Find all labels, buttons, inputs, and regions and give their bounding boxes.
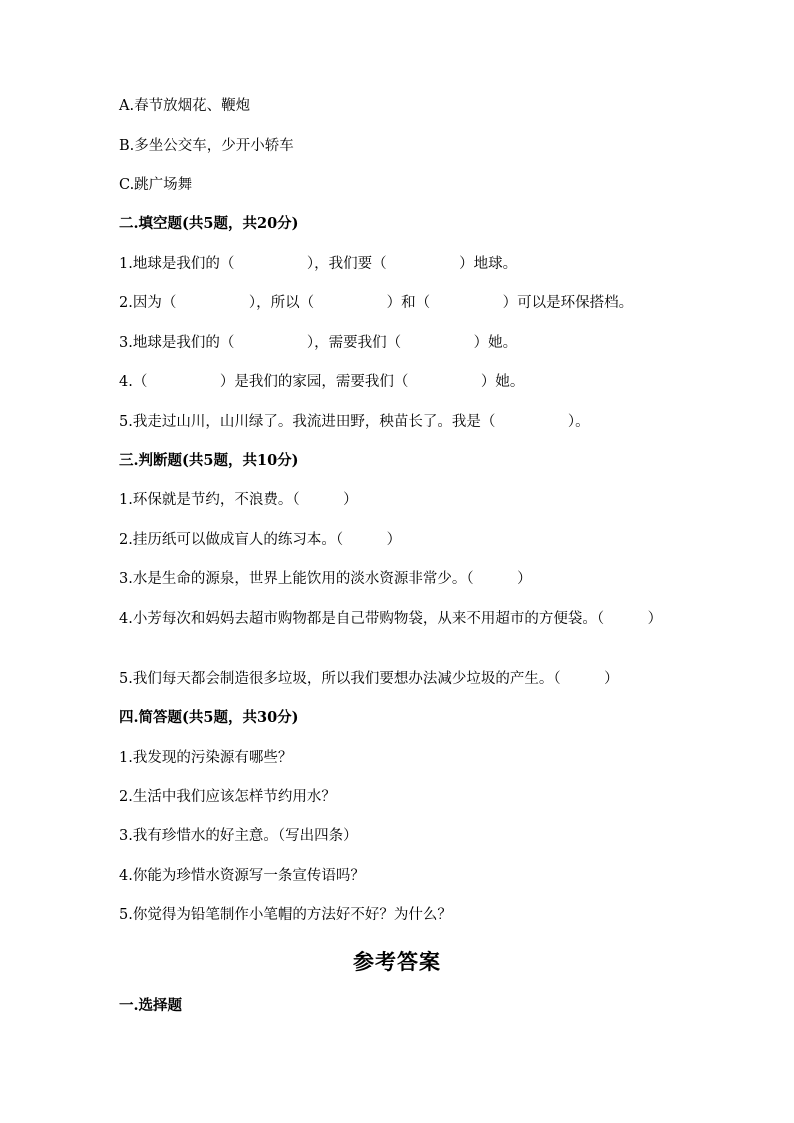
- answers-title: 参考答案: [353, 949, 441, 974]
- section-heading-short-answer: 四.简答题(共5题，共30分): [119, 709, 299, 726]
- short-answer-item-5: 5.你觉得为铅笔制作小笔帽的方法好不好？为什么？: [119, 907, 452, 923]
- true-false-item-4: 4.小芳每次和妈妈去超市购物都是自己带购物袋，从来不用超市的方便袋。（ ）: [119, 611, 663, 627]
- true-false-item-1: 1.环保就是节约，不浪费。（ ）: [119, 492, 358, 508]
- short-answer-item-4: 4.你能为珍惜水资源写一条宣传语吗？: [119, 868, 365, 884]
- short-answer-item-1: 1.我发现的污染源有哪些？: [119, 750, 293, 766]
- fill-blank-item-3: 3.地球是我们的（ ），需要我们（ ）她。: [119, 335, 518, 351]
- true-false-item-5: 5.我们每天都会制造很多垃圾，所以我们要想办法减少垃圾的产生。（ ）: [119, 671, 619, 687]
- true-false-item-2: 2.挂历纸可以做成盲人的练习本。（ ）: [119, 532, 402, 548]
- short-answer-item-2: 2.生活中我们应该怎样节约用水？: [119, 789, 336, 805]
- fill-blank-item-5: 5.我走过山川，山川绿了。我流进田野，秧苗长了。我是（ ）。: [119, 414, 590, 430]
- fill-blank-item-2: 2.因为（ ），所以（ ）和（ ）可以是环保搭档。: [119, 295, 634, 311]
- fill-blank-item-4: 4.（ ）是我们的家园，需要我们（ ）她。: [119, 374, 525, 390]
- answers-section-heading: 一.选择题: [119, 997, 183, 1014]
- true-false-item-3: 3.水是生命的源泉，世界上能饮用的淡水资源非常少。（ ）: [119, 571, 532, 587]
- fill-blank-item-1: 1.地球是我们的（ ），我们要（ ）地球。: [119, 256, 518, 272]
- section-heading-fill-blank: 二.填空题(共5题，共20分): [119, 215, 299, 232]
- short-answer-item-3: 3.我有珍惜水的好主意。（写出四条）: [119, 828, 358, 844]
- option-a: A.春节放烟花、鞭炮: [119, 98, 251, 114]
- section-heading-true-false: 三.判断题(共5题，共10分): [119, 452, 299, 469]
- option-b: B.多坐公交车，少开小轿车: [119, 138, 294, 154]
- option-c: C.跳广场舞: [119, 177, 193, 193]
